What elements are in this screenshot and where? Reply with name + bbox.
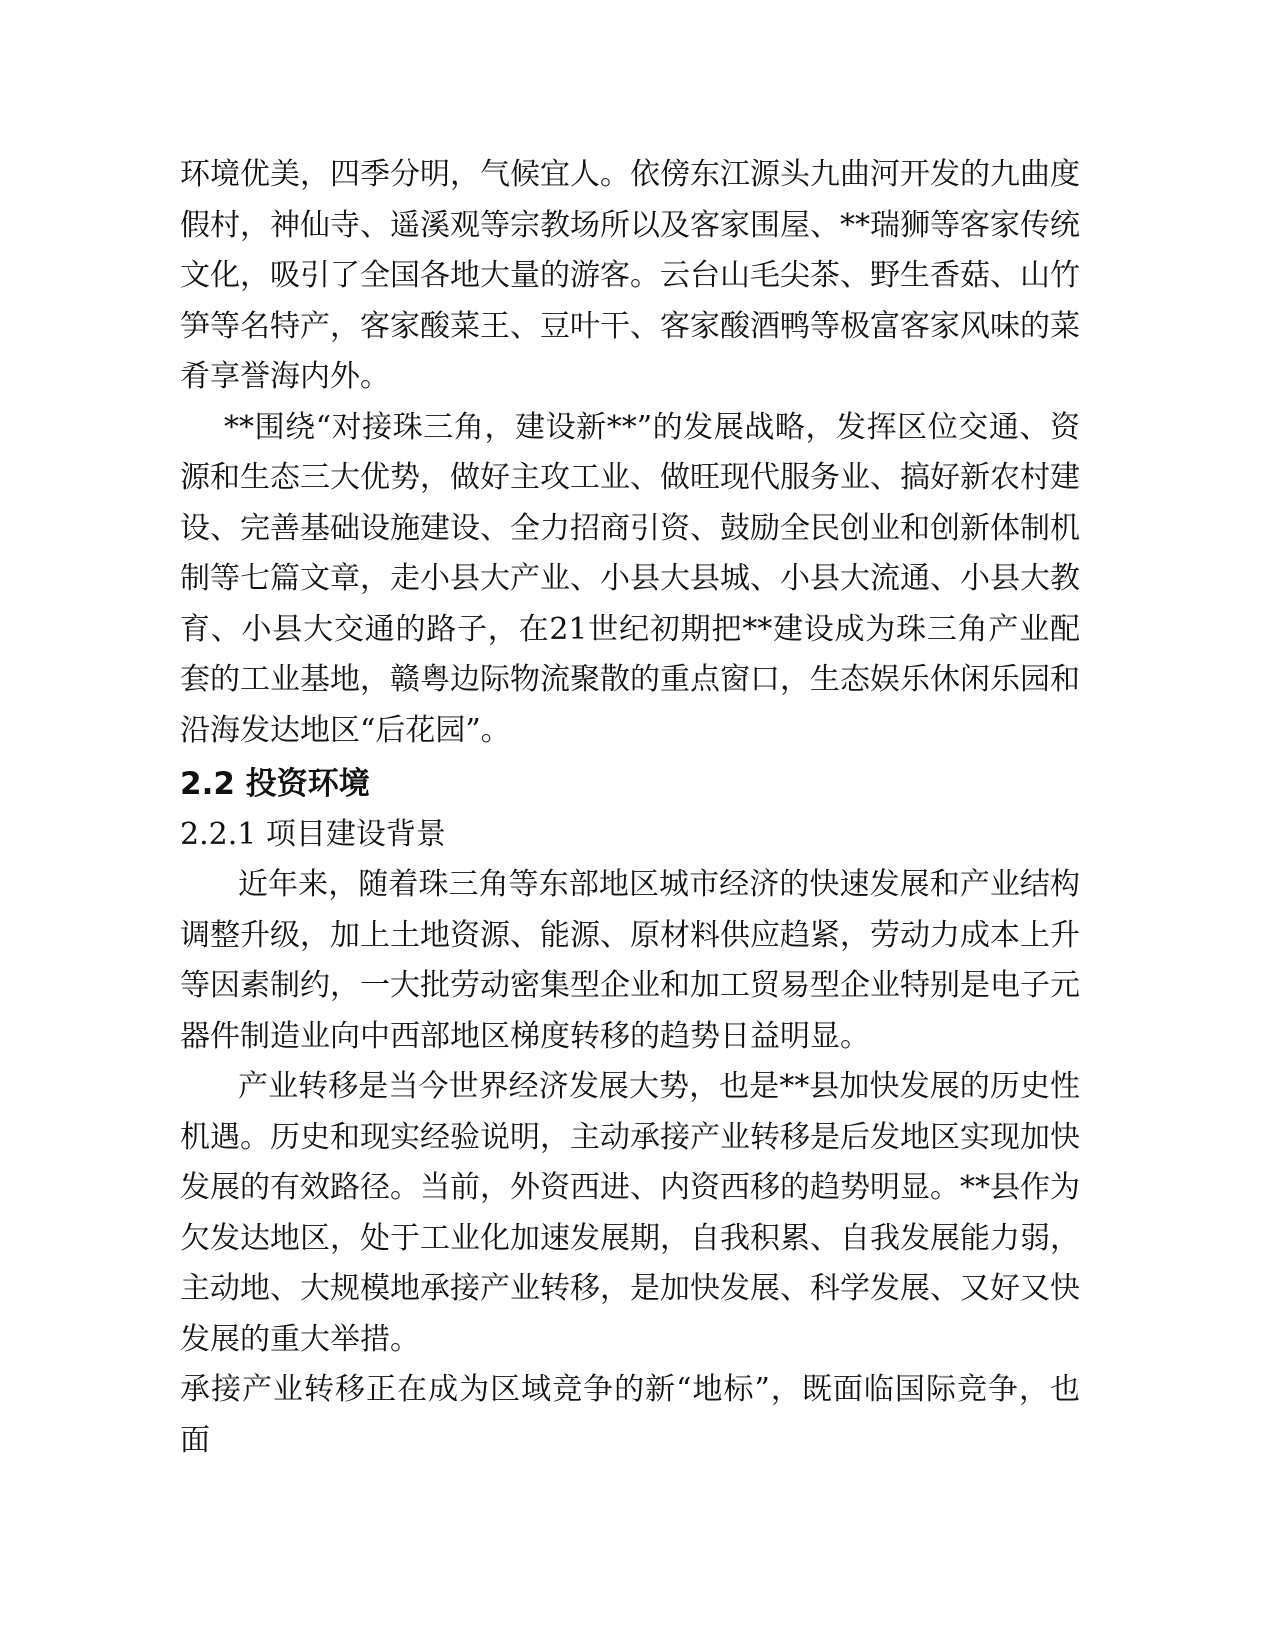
section-heading-investment-environment: 2.2 投资环境 <box>180 766 370 802</box>
paragraph-development-strategy: **围绕“对接珠三角，建设新**”的发展战略，发挥区位交通、资源和生态三大优势，做好主攻工业、做旺现代服务业、搞好新农村建设、完善基础设施建设、全力招商引资、鼓励全民创业和创新体制机制等七篇文章，走小县大产业、小县大县城、小县大流通、小县大教育、小县大交通的路子，在21世纪初期把**建设成为珠三角产业配套的工业基地，赣粤边际物流聚散的重点窗口，生态娱乐休闲乐园和沿海发达地区“后花园”。 <box>180 409 1080 748</box>
paragraph-industrial-shift: 近年来，随着珠三角等东部地区城市经济的快速发展和产业结构调整升级，加上土地资源、能源、原材料供应趋紧，劳动力成本上升等因素制约，一大批劳动密集型企业和加工贸易型企业特别是电子元器件制造业向中西部地区梯度转移的趋势日益明显。 <box>180 867 1080 1054</box>
document-page <box>180 150 1080 1466</box>
paragraph-transfer-opportunity: 产业转移是当今世界经济发展大势，也是**县加快发展的历史性机遇。历史和现实经验说明，主动承接产业转移是后发地区实现加快发展的有效路径。当前，外资西进、内资西移的趋势明显。**县作为欠发达地区，处于工业化加速发展期，自我积累、自我发展能力弱，主动地、大规模地承接产业转移，是加快发展、科学发展、又好又快发展的重大举措。 <box>180 1069 1080 1357</box>
paragraph-regional-competition: 承接产业转移正在成为区域竞争的新“地标”，既面临国际竞争，也面 <box>180 1372 1080 1458</box>
subsection-heading-project-background: 2.2.1 项目建设背景 <box>180 817 446 852</box>
paragraph-tourism: 环境优美，四季分明，气候宜人。依傍东江源头九曲河开发的九曲度假村，神仙寺、遥溪观等宗教场所以及客家围屋、**瑞狮等客家传统文化，吸引了全国各地大量的游客。云台山毛尖茶、野生香菇、山竹笋等名特产，客家酸菜王、豆叶干、客家酸酒鸭等极富客家风味的菜肴享誉海内外。 <box>180 157 1080 394</box>
